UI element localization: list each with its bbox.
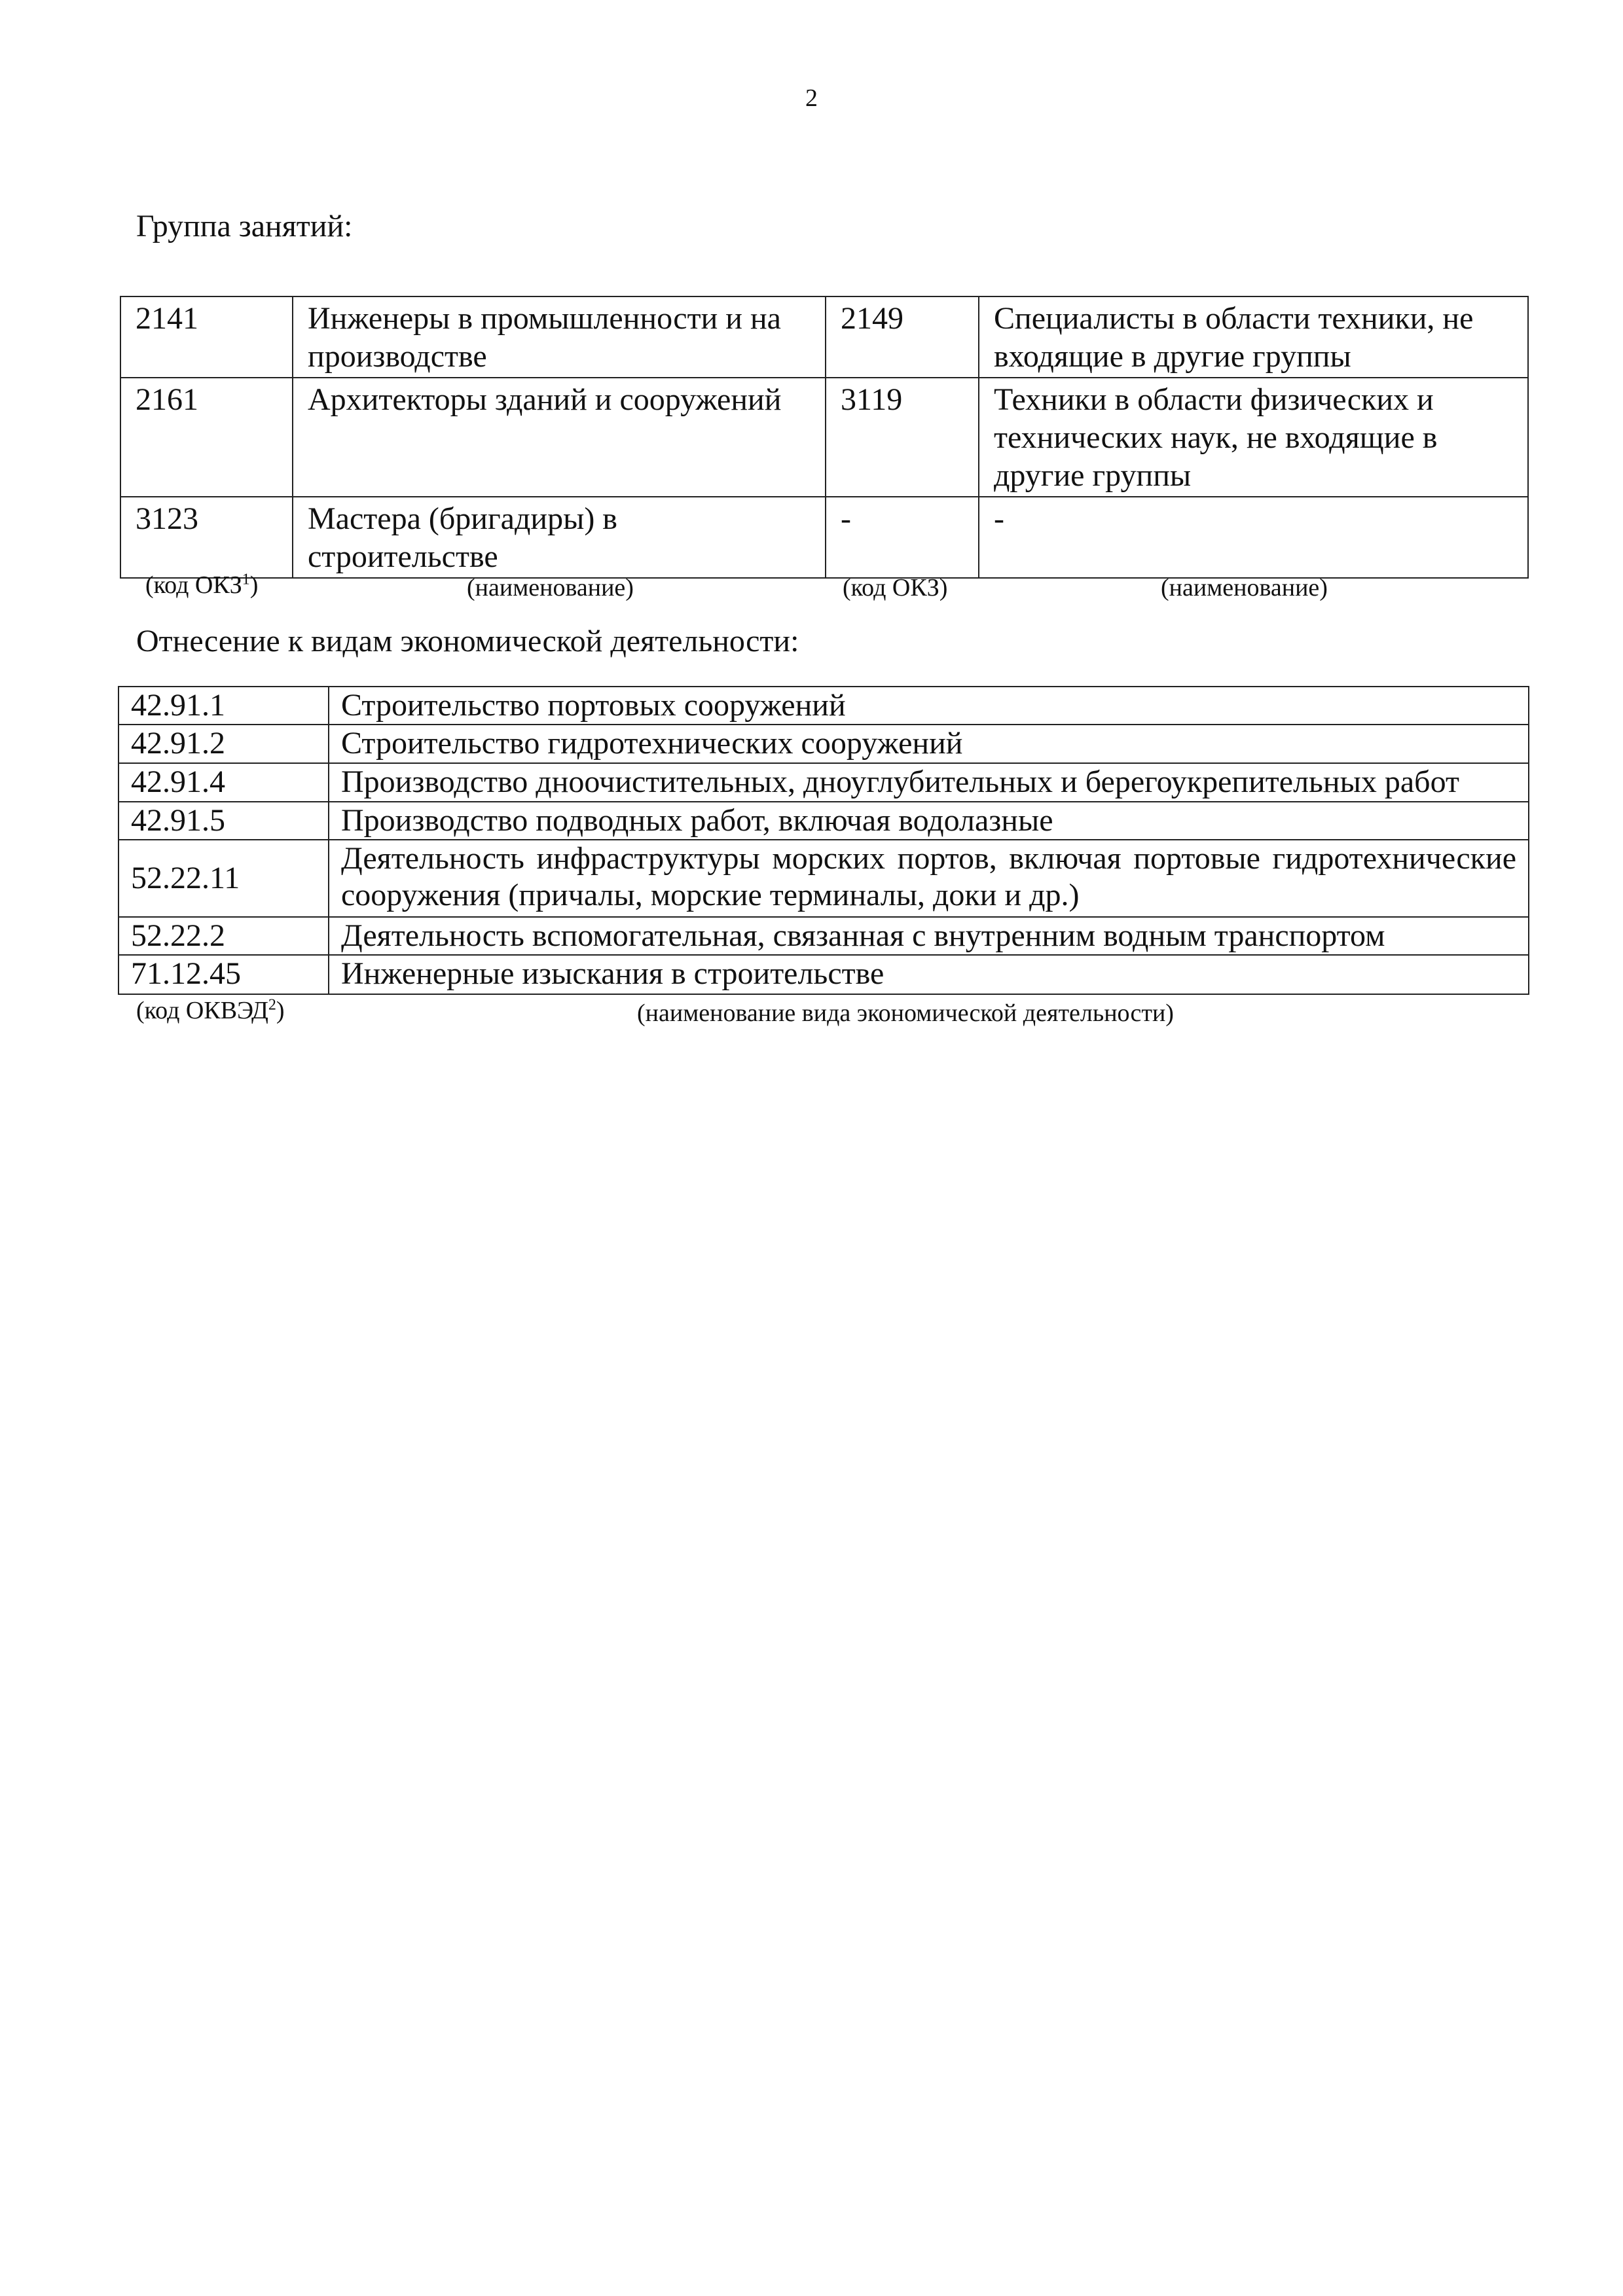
economic-activity-heading: Отнесение к видам экономической деятельности: [136,624,799,658]
okved-code-caption: (код ОКВЭД$^2$) [136,996,285,1024]
occupation-group-heading: Группа занятий: [136,209,353,243]
table-row [119,687,1529,725]
table-row [119,763,1529,802]
table-row [119,725,1529,763]
table-row [120,378,1528,497]
okved-code-cell: 71.12.45 [119,955,329,994]
okved-name-cell: Деятельность вспомогательная, связанная с внутренним водным транспортом [329,917,1529,955]
table-row [119,955,1529,994]
okz-name-cell: Техники в области физических и технических наук, не входящие в другие группы [979,378,1528,497]
okved-name-cell: Строительство гидротехнических сооружений [329,725,1529,763]
okz-code-caption: (код ОКЗ$^1$) [145,571,259,599]
okved-code-cell: 52.22.2 [119,917,329,955]
okved-code-cell: 42.91.5 [119,802,329,840]
okved-code-cell: 42.91.2 [119,725,329,763]
okved-code-cell: 52.22.11 [119,840,329,917]
okz-code-cell: 3123 [120,497,293,578]
okved-name-cell: Производство дноочистительных, дноуглубительных и берегоукрепительных работ [329,763,1529,802]
okz-code-cell: 2149 [826,296,979,378]
okved-name-caption: (наименование вида экономической деятельности) [637,999,1174,1027]
okz-code-cell: 2161 [120,378,293,497]
footnote-marker: 1 [242,571,250,588]
okved-name-cell: Инженерные изыскания в строительстве [329,955,1529,994]
okz-name-cell: Архитекторы зданий и сооружений [293,378,826,497]
economic-activity-table [118,686,1529,995]
okz-name-caption: (наименование) [467,574,634,601]
okz-code-caption-2: (код ОКЗ) [843,574,948,601]
table-row [120,497,1528,578]
table-row [119,802,1529,840]
page-number: 2 [805,84,818,112]
okz-name-cell: - [979,497,1528,578]
okz-name-caption-2: (наименование) [1161,574,1328,601]
okz-name-cell: Инженеры в промышленности и на производстве [293,296,826,378]
okz-name-cell: Специалисты в области техники, не входящие в другие группы [979,296,1528,378]
occupation-group-table [120,296,1529,579]
table-row [120,296,1528,378]
table-row [119,840,1529,917]
okz-code-cell: - [826,497,979,578]
okved-code-cell: 42.91.4 [119,763,329,802]
table-row [119,917,1529,955]
okz-code-cell: 2141 [120,296,293,378]
okved-name-cell: Производство подводных работ, включая водолазные [329,802,1529,840]
okz-name-cell: Мастера (бригадиры) в строительстве [293,497,826,578]
footnote-marker: 2 [268,996,276,1014]
okved-name-cell: Строительство портовых сооружений [329,687,1529,725]
okved-name-cell: Деятельность инфраструктуры морских портов, включая портовые гидротехнические сооружения (причалы, морские терминалы, доки и др.) [329,840,1529,917]
okved-code-cell: 42.91.1 [119,687,329,725]
okz-code-cell: 3119 [826,378,979,497]
